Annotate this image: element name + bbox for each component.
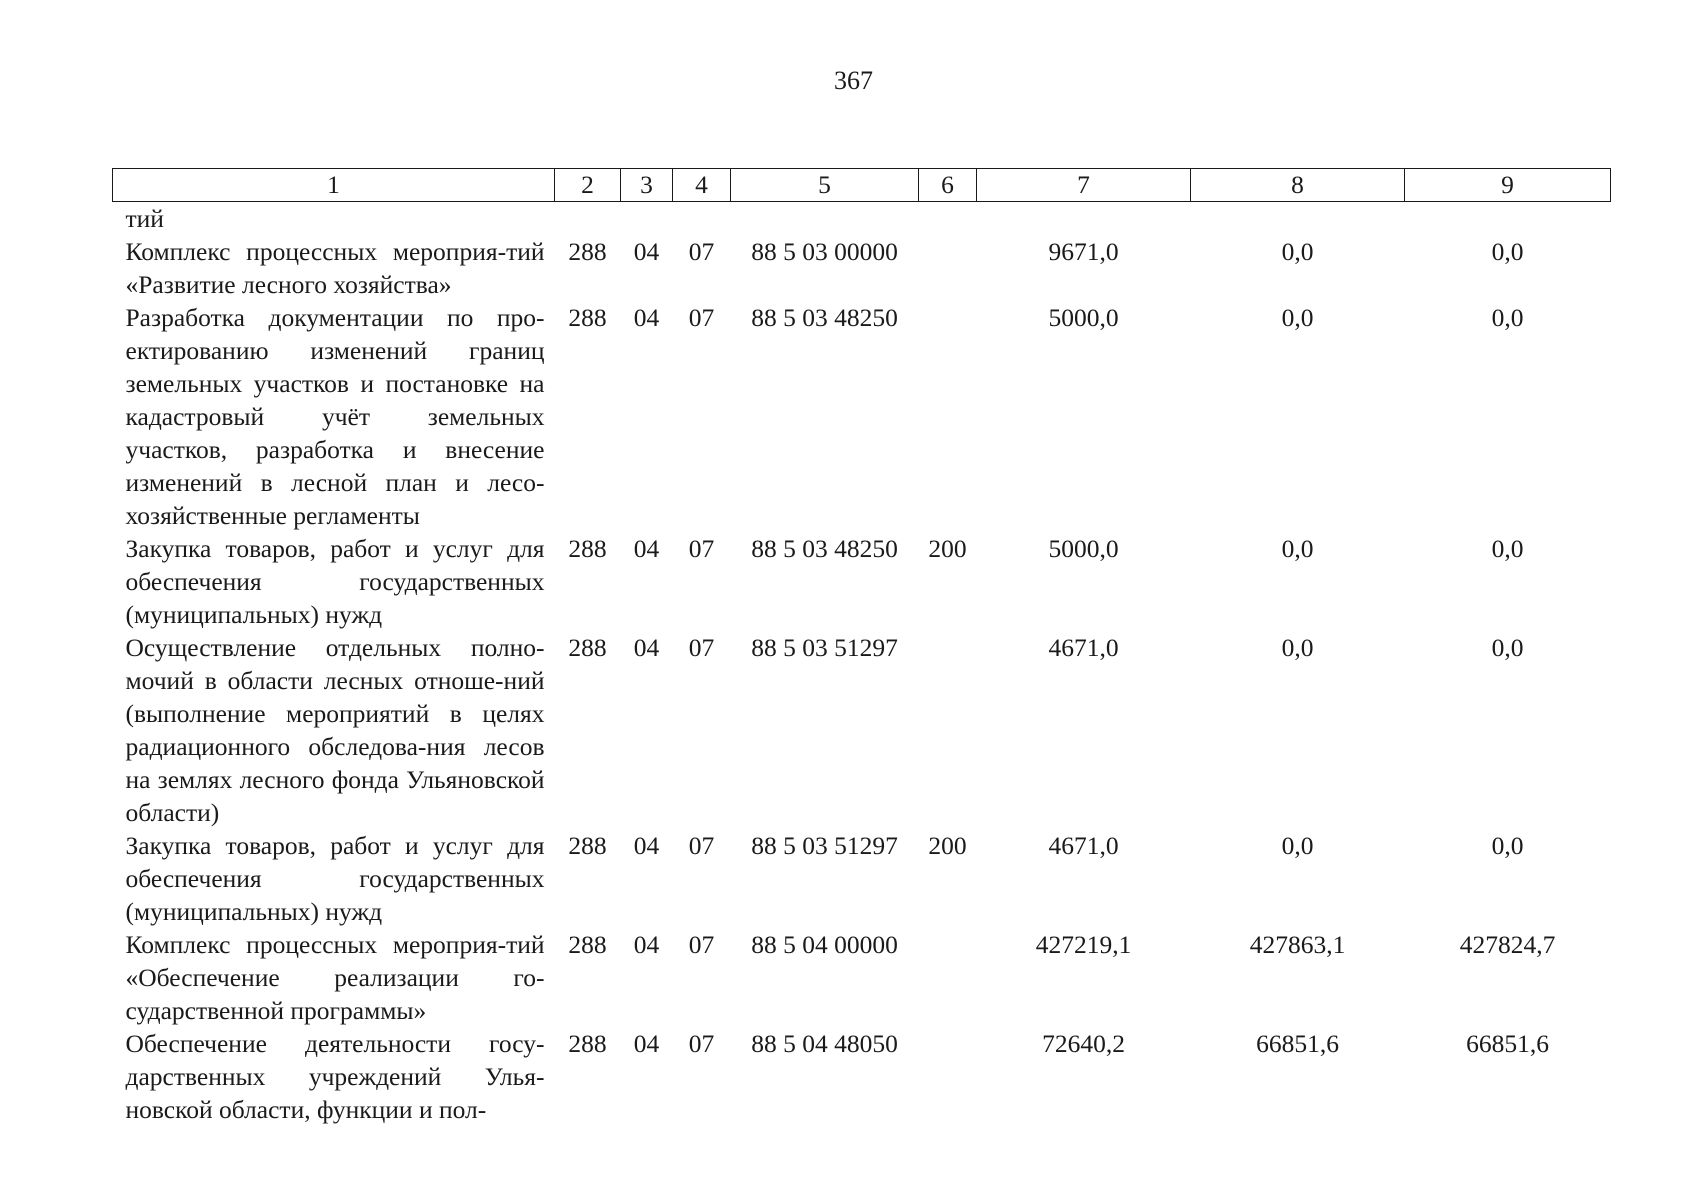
cell-col-4 xyxy=(673,202,731,236)
header-col-3: 3 xyxy=(621,169,673,202)
budget-table xyxy=(112,168,1611,1126)
cell-col-3: 04 xyxy=(633,303,660,332)
cell-col-5: 88 5 04 48050 xyxy=(751,1029,898,1058)
cell-col-7: 72640,2 xyxy=(1042,1029,1125,1058)
cell-col-2: 288 xyxy=(568,1029,607,1058)
cell-col-6 xyxy=(919,235,977,301)
table-row xyxy=(113,532,1611,631)
cell-col-2 xyxy=(555,202,621,236)
cell-col-2: 288 xyxy=(568,237,607,266)
cell-col-2: 288 xyxy=(568,930,607,959)
cell-col-7 xyxy=(977,202,1191,236)
cell-col-6: 200 xyxy=(928,534,967,563)
cell-col-8: 0,0 xyxy=(1281,633,1314,662)
table-row xyxy=(113,829,1611,928)
header-col-4: 4 xyxy=(673,169,731,202)
cell-col-9: 427824,7 xyxy=(1459,930,1556,959)
cell-col-5: 88 5 03 48250 xyxy=(751,534,898,563)
cell-col-5: 88 5 03 51297 xyxy=(751,831,898,860)
row-name: Комплекс процессных мероприя-тий «Обеспечение реализации го-сударственной программы» xyxy=(125,930,545,1025)
cell-col-5 xyxy=(731,202,919,236)
cell-col-7: 4671,0 xyxy=(1048,831,1119,860)
row-name: Комплекс процессных мероприя-тий «Развитие лесного хозяйства» xyxy=(125,237,545,299)
row-name: Закупка товаров, работ и услуг для обеспечения государственных (муниципальных) нужд xyxy=(125,831,545,926)
table-header xyxy=(113,169,1611,202)
cell-col-3: 04 xyxy=(633,237,660,266)
cell-col-2: 288 xyxy=(568,303,607,332)
cell-col-2: 288 xyxy=(568,831,607,860)
header-col-6: 6 xyxy=(919,169,977,202)
cell-col-6 xyxy=(919,202,977,236)
page-number: 367 xyxy=(834,66,873,95)
cell-col-5: 88 5 03 00000 xyxy=(751,237,898,266)
row-name: Обеспечение деятельности госу-дарственных учреждений Улья-новской области, функции и пол- xyxy=(125,1029,545,1124)
cell-col-6 xyxy=(919,301,977,532)
table-row xyxy=(113,301,1611,532)
table-row xyxy=(113,631,1611,829)
cell-col-4: 07 xyxy=(688,930,715,959)
header-row xyxy=(113,169,1611,202)
cell-col-4: 07 xyxy=(688,303,715,332)
cell-col-3: 04 xyxy=(633,930,660,959)
cell-col-7: 5000,0 xyxy=(1048,303,1119,332)
cell-col-2: 288 xyxy=(568,633,607,662)
row-name: Закупка товаров, работ и услуг для обеспечения государственных (муниципальных) нужд xyxy=(125,534,545,629)
cell-col-8: 427863,1 xyxy=(1249,930,1346,959)
row-name: Разработка документации по про-ектированию изменений границ земельных участков и постановке на кадастровый учёт земельных участков, разработка и внесение изменений в лесной план и лесо-хозяйственные регламенты xyxy=(125,303,545,530)
cell-col-4: 07 xyxy=(688,1029,715,1058)
cell-col-8: 0,0 xyxy=(1281,237,1314,266)
cell-col-9 xyxy=(1405,202,1611,236)
cell-col-9: 0,0 xyxy=(1491,303,1524,332)
table-row xyxy=(113,235,1611,301)
cell-col-3: 04 xyxy=(633,633,660,662)
header-col-9: 9 xyxy=(1405,169,1611,202)
header-col-2: 2 xyxy=(555,169,621,202)
cell-col-3: 04 xyxy=(633,1029,660,1058)
cell-col-8: 0,0 xyxy=(1281,303,1314,332)
cell-col-9: 0,0 xyxy=(1491,237,1524,266)
cell-col-4: 07 xyxy=(688,534,715,563)
cell-col-9: 0,0 xyxy=(1491,534,1524,563)
cell-col-7: 4671,0 xyxy=(1048,633,1119,662)
cell-col-5: 88 5 03 48250 xyxy=(751,303,898,332)
row-name: Осуществление отдельных полно-мочий в области лесных отноше-ний (выполнение мероприятий в целях радиационного обследова-ния лесов на землях лесного фонда Ульяновской области) xyxy=(125,633,545,827)
header-col-8: 8 xyxy=(1191,169,1405,202)
cell-col-2: 288 xyxy=(568,534,607,563)
cell-col-9: 0,0 xyxy=(1491,831,1524,860)
cell-col-9: 0,0 xyxy=(1491,633,1524,662)
table-row xyxy=(113,202,1611,236)
header-col-7: 7 xyxy=(977,169,1191,202)
cell-col-8: 0,0 xyxy=(1281,831,1314,860)
table-row xyxy=(113,1027,1611,1126)
cell-col-3: 04 xyxy=(633,831,660,860)
cell-col-4: 07 xyxy=(688,831,715,860)
cell-col-7: 5000,0 xyxy=(1048,534,1119,563)
table-row xyxy=(113,928,1611,1027)
cell-col-6 xyxy=(919,928,977,1027)
cell-col-6: 200 xyxy=(928,831,967,860)
cell-col-8 xyxy=(1191,202,1405,236)
cell-col-8: 66851,6 xyxy=(1256,1029,1339,1058)
cell-col-5: 88 5 03 51297 xyxy=(751,633,898,662)
cell-col-4: 07 xyxy=(688,237,715,266)
table-body xyxy=(113,202,1611,1127)
cell-col-9: 66851,6 xyxy=(1466,1029,1549,1058)
cell-col-6 xyxy=(919,631,977,829)
cell-col-8: 0,0 xyxy=(1281,534,1314,563)
header-col-1: 1 xyxy=(113,169,555,202)
cell-col-4: 07 xyxy=(688,633,715,662)
header-col-5: 5 xyxy=(731,169,919,202)
cell-col-7: 9671,0 xyxy=(1048,237,1119,266)
cell-col-7: 427219,1 xyxy=(1035,930,1132,959)
cell-col-3: 04 xyxy=(633,534,660,563)
cell-col-5: 88 5 04 00000 xyxy=(751,930,898,959)
row-name: тий xyxy=(125,204,164,233)
cell-col-3 xyxy=(621,202,673,236)
cell-col-6 xyxy=(919,1027,977,1126)
